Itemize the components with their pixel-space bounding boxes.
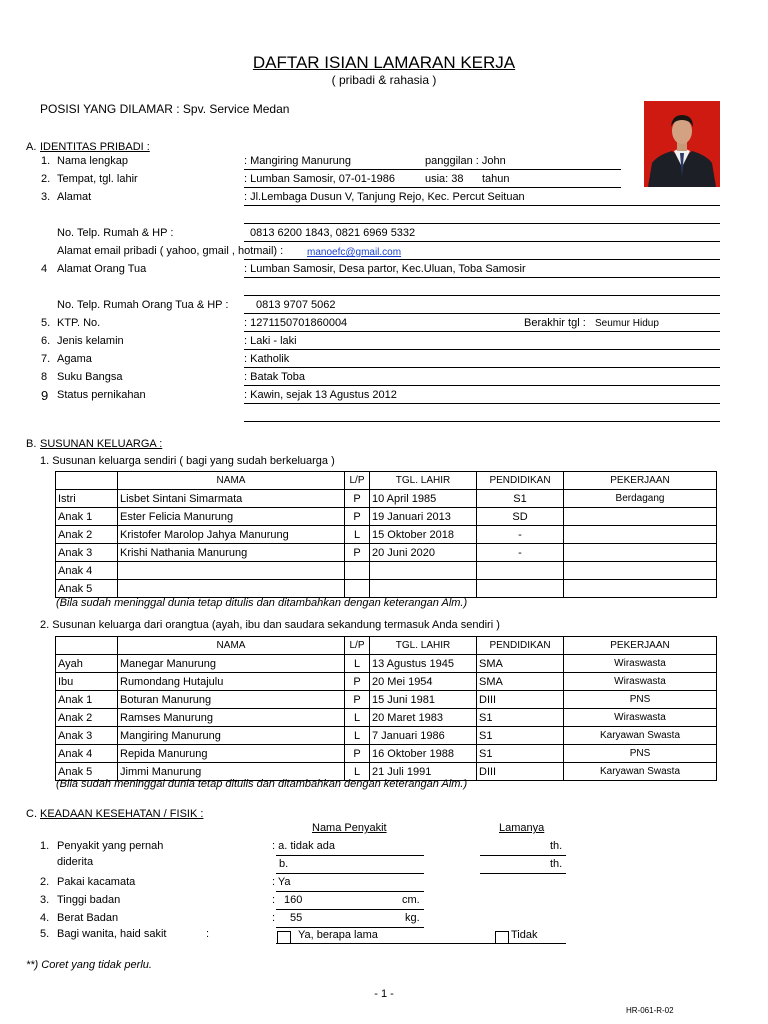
table-cell: PNS <box>564 745 717 763</box>
table-cell <box>564 562 717 580</box>
table-cell: Karyawan Swasta <box>564 763 717 781</box>
table-cell: Anak 3 <box>56 544 118 562</box>
table-cell: P <box>345 691 370 709</box>
email-label: Alamat email pribadi ( yahoo, gmail , hotmail) : <box>57 245 284 257</box>
table-cell: 21 Juli 1991 <box>370 763 477 781</box>
table-row <box>56 490 717 508</box>
section-b-sub1: 1. Susunan keluarga sendiri ( bagi yang sudah berkeluarga ) <box>40 455 335 467</box>
penyakit-label: Penyakit yang pernah <box>57 840 164 852</box>
table-cell <box>564 580 717 598</box>
table-cell: P <box>345 508 370 526</box>
posisi-dilamar: POSISI YANG DILAMAR : Spv. Service Medan <box>40 102 290 116</box>
row-num: 5. <box>41 317 51 329</box>
lamanya-unit-b: th. <box>550 858 563 870</box>
telp-label: No. Telp. Rumah & HP : <box>57 227 174 239</box>
table-cell: Manegar Manurung <box>118 655 345 673</box>
table-cell: SMA <box>477 655 564 673</box>
table-cell: S1 <box>477 709 564 727</box>
table-header-cell: TGL. LAHIR <box>370 472 477 490</box>
table-cell: - <box>477 544 564 562</box>
suku-value: : Batak Toba <box>244 371 305 383</box>
table-row <box>56 562 717 580</box>
berat-unit: kg. <box>405 912 420 924</box>
table-cell: PNS <box>564 691 717 709</box>
table-cell <box>370 580 477 598</box>
table-cell: 20 Mei 1954 <box>370 673 477 691</box>
row-num: 1. <box>41 155 51 167</box>
table-cell: Karyawan Swasta <box>564 727 717 745</box>
table-cell: L <box>345 763 370 781</box>
haid-label: Bagi wanita, haid sakit <box>57 928 167 940</box>
table-cell: SD <box>477 508 564 526</box>
table-cell: L <box>345 727 370 745</box>
table-row <box>56 691 717 709</box>
table-header-row <box>56 472 717 490</box>
table-cell: Anak 1 <box>56 691 118 709</box>
table-cell: P <box>345 745 370 763</box>
table-cell: 7 Januari 1986 <box>370 727 477 745</box>
lamanya-unit-a: th. <box>550 840 563 852</box>
table-row <box>56 727 717 745</box>
note-deceased-2: (Bila sudah meninggal dunia tetap ditulis dan ditambahkan dengan keterangan Alm.) <box>56 778 468 790</box>
ktp-label: KTP. No. <box>57 317 101 329</box>
table-row <box>56 580 717 598</box>
table-cell: L <box>345 709 370 727</box>
section-c-prefix: C. <box>26 808 37 820</box>
table-cell: Anak 1 <box>56 508 118 526</box>
table-cell <box>564 526 717 544</box>
telp-ortu-value: 0813 9707 5062 <box>256 299 336 311</box>
table-cell: Istri <box>56 490 118 508</box>
table-cell: Boturan Manurung <box>118 691 345 709</box>
table-cell <box>118 562 345 580</box>
table-cell: Anak 4 <box>56 562 118 580</box>
alamat-ortu-label: Alamat Orang Tua <box>57 263 147 275</box>
haid-tidak-label: Tidak <box>511 929 538 941</box>
form-code: HR-061-R-02 <box>626 1006 674 1015</box>
section-b-heading: SUSUNAN KELUARGA : <box>40 438 163 450</box>
berat-colon: : <box>272 912 276 924</box>
table-cell <box>345 562 370 580</box>
row-num: 2. <box>40 876 50 888</box>
table-header-cell: PEKERJAAN <box>564 472 717 490</box>
alamat-value: : Jl.Lembaga Dusun V, Tanjung Rejo, Kec. Percut Seituan <box>244 191 525 203</box>
table-cell: S1 <box>477 727 564 745</box>
table-header-cell: PENDIDIKAN <box>477 472 564 490</box>
table-cell: S1 <box>477 745 564 763</box>
row-num: 3. <box>40 894 50 906</box>
jenis-kelamin-value: : Laki - laki <box>244 335 297 347</box>
berat-label: Berat Badan <box>57 912 119 924</box>
telp-value: 0813 6200 1843, 0821 6969 5332 <box>250 227 416 239</box>
table-cell: Anak 3 <box>56 727 118 745</box>
table-cell: Ayah <box>56 655 118 673</box>
table-cell: Ibu <box>56 673 118 691</box>
table-cell: Lisbet Sintani Simarmata <box>118 490 345 508</box>
penyakit-label-2: diderita <box>57 856 94 868</box>
nama-label: Nama lengkap <box>57 155 128 167</box>
footnote: **) Coret yang tidak perlu. <box>26 959 152 971</box>
table-header-row <box>56 637 717 655</box>
table-header-cell <box>56 637 118 655</box>
agama-value: : Katholik <box>244 353 290 365</box>
table-cell: L <box>345 526 370 544</box>
row-num: 6. <box>41 335 51 347</box>
status-value: : Kawin, sejak 13 Agustus 2012 <box>244 389 397 401</box>
col-lamanya: Lamanya <box>499 822 545 834</box>
table-cell: S1 <box>477 490 564 508</box>
ktp-value: : 1271150701860004 <box>244 317 348 329</box>
row-num: 5. <box>40 928 50 940</box>
table-row <box>56 673 717 691</box>
tinggi-unit: cm. <box>402 894 420 906</box>
table-row <box>56 709 717 727</box>
table-cell <box>118 580 345 598</box>
table-row <box>56 526 717 544</box>
table-cell: Wiraswasta <box>564 709 717 727</box>
table-cell: Anak 5 <box>56 763 118 781</box>
table-cell: 15 Oktober 2018 <box>370 526 477 544</box>
person-photo-icon <box>644 101 720 187</box>
row-num: 2. <box>41 173 51 185</box>
table-header-cell: L/P <box>345 472 370 490</box>
table-cell: Berdagang <box>564 490 717 508</box>
tahun-label: tahun <box>482 173 510 185</box>
table-cell <box>477 562 564 580</box>
table-cell: 15 Juni 1981 <box>370 691 477 709</box>
haid-colon: : <box>206 928 210 940</box>
table-cell: 13 Agustus 1945 <box>370 655 477 673</box>
row-num: 1. <box>40 840 50 852</box>
section-c-heading: KEADAAN KESEHATAN / FISIK : <box>40 808 204 820</box>
panggilan-value: panggilan : John <box>425 155 506 167</box>
tinggi-value: 160 <box>284 894 303 906</box>
table-cell: 19 Januari 2013 <box>370 508 477 526</box>
table-header-cell: PEKERJAAN <box>564 637 717 655</box>
table-cell: P <box>345 673 370 691</box>
kacamata-label: Pakai kacamata <box>57 876 136 888</box>
ttl-value: : Lumban Samosir, 07-01-1986 <box>244 173 396 185</box>
table-cell: Wiraswasta <box>564 655 717 673</box>
tinggi-colon: : <box>272 894 276 906</box>
table-header-cell: NAMA <box>118 637 345 655</box>
table-cell: Jimmi Manurung <box>118 763 345 781</box>
table-cell <box>477 580 564 598</box>
document-subtitle: ( pribadi & rahasia ) <box>331 73 437 87</box>
table-cell: DIII <box>477 691 564 709</box>
table-row <box>56 508 717 526</box>
table-cell: 10 April 1985 <box>370 490 477 508</box>
applicant-photo <box>644 101 720 187</box>
table-cell: SMA <box>477 673 564 691</box>
berakhir-label: Berakhir tgl : <box>524 317 586 329</box>
row-num: 4. <box>40 912 50 924</box>
document-title: DAFTAR ISIAN LAMARAN KERJA <box>252 53 516 72</box>
table-cell: Anak 5 <box>56 580 118 598</box>
table-cell: Mangiring Manurung <box>118 727 345 745</box>
table-header-cell: PENDIDIKAN <box>477 637 564 655</box>
table-header-cell: TGL. LAHIR <box>370 637 477 655</box>
table-cell <box>564 544 717 562</box>
telp-ortu-label: No. Telp. Rumah Orang Tua & HP : <box>57 299 229 311</box>
ttl-label: Tempat, tgl. lahir <box>57 173 138 185</box>
table-cell <box>370 562 477 580</box>
table-cell: Kristofer Marolop Jahya Manurung <box>118 526 345 544</box>
suku-label: Suku Bangsa <box>57 371 123 383</box>
section-b-prefix: B. <box>26 438 37 450</box>
row-num: 7. <box>41 353 51 365</box>
usia-value: usia: 38 <box>425 173 464 185</box>
table-cell: Wiraswasta <box>564 673 717 691</box>
jenis-kelamin-label: Jenis kelamin <box>57 335 124 347</box>
status-label: Status pernikahan <box>57 389 146 401</box>
penyakit-b-value: b. <box>279 858 289 870</box>
row-num: 3. <box>41 191 51 203</box>
table-header-cell <box>56 472 118 490</box>
nama-value: : Mangiring Manurung <box>244 155 352 167</box>
row-num: 9 <box>41 388 49 403</box>
note-deceased-1: (Bila sudah meninggal dunia tetap ditulis dan ditambahkan dengan keterangan Alm.) <box>56 597 468 609</box>
berakhir-value: Seumur Hidup <box>595 318 659 329</box>
email-link[interactable]: manoefc@gmail.com <box>307 247 402 258</box>
family-table-parents <box>55 636 717 781</box>
table-cell: Ester Felicia Manurung <box>118 508 345 526</box>
section-b-sub2: 2. Susunan keluarga dari orangtua (ayah, ibu dan saudara sekandung termasuk Anda sendiri ) <box>40 619 500 631</box>
table-cell: Ramses Manurung <box>118 709 345 727</box>
table-header-cell: NAMA <box>118 472 345 490</box>
penyakit-a-value: : a. tidak ada <box>272 840 335 852</box>
table-cell: DIII <box>477 763 564 781</box>
table-cell <box>345 580 370 598</box>
table-cell: 16 Oktober 1988 <box>370 745 477 763</box>
table-cell: 20 Maret 1983 <box>370 709 477 727</box>
table-cell: P <box>345 544 370 562</box>
section-a-prefix: A. <box>26 141 37 153</box>
table-cell: Repida Manurung <box>118 745 345 763</box>
table-cell: Anak 4 <box>56 745 118 763</box>
table-header-cell: L/P <box>345 637 370 655</box>
table-cell: P <box>345 490 370 508</box>
table-cell <box>564 508 717 526</box>
table-cell: Rumondang Hutajulu <box>118 673 345 691</box>
family-table-own <box>55 471 717 598</box>
tinggi-label: Tinggi badan <box>57 894 121 906</box>
haid-ya-label: Ya, berapa lama <box>298 929 378 941</box>
page-number: - 1 - <box>374 988 394 1000</box>
col-nama-penyakit: Nama Penyakit <box>312 822 387 834</box>
kacamata-value: : Ya <box>272 876 291 888</box>
table-cell: - <box>477 526 564 544</box>
table-cell: Anak 2 <box>56 526 118 544</box>
table-cell: 20 Juni 2020 <box>370 544 477 562</box>
alamat-label: Alamat <box>57 191 92 203</box>
table-row <box>56 655 717 673</box>
section-a-heading: IDENTITAS PRIBADI : <box>40 141 150 153</box>
table-row <box>56 544 717 562</box>
row-num: 4 <box>41 263 48 275</box>
agama-label: Agama <box>57 353 92 365</box>
table-cell: Anak 2 <box>56 709 118 727</box>
row-num: 8 <box>41 371 48 383</box>
alamat-ortu-value: : Lumban Samosir, Desa partor, Kec.Uluan, Toba Samosir <box>244 263 526 275</box>
table-cell: Krishi Nathania Manurung <box>118 544 345 562</box>
berat-value: 55 <box>290 912 303 924</box>
table-cell: L <box>345 655 370 673</box>
table-row <box>56 745 717 763</box>
